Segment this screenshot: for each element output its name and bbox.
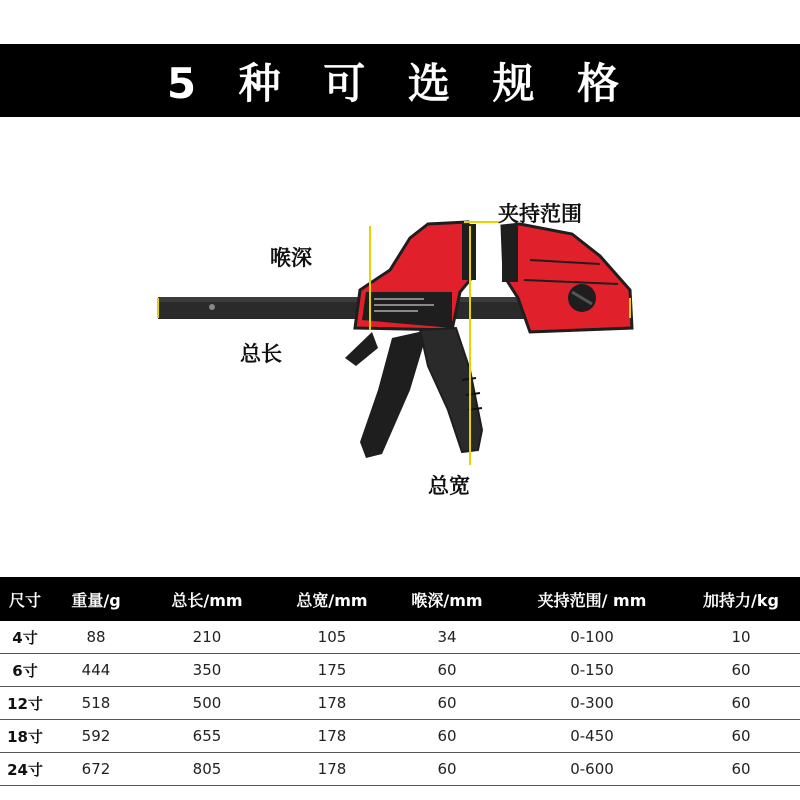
page-title-banner: [0, 44, 800, 117]
cell-throat-depth: 34: [392, 621, 502, 654]
cell-total-width: 178: [272, 687, 392, 720]
clamp-illustration: [0, 180, 800, 510]
header-size: 尺寸: [0, 577, 50, 621]
cell-clamp-force: 60: [682, 654, 800, 687]
header-throat-depth: 喉深/mm: [392, 577, 502, 621]
table-row: [0, 654, 800, 687]
cell-weight: 518: [50, 687, 142, 720]
cell-size: 24寸: [0, 753, 50, 786]
label-total-length: 总长: [240, 342, 282, 366]
header-clamp-force: 加持力/kg: [682, 577, 800, 621]
trigger-handle: [420, 328, 482, 452]
cell-total-width: 105: [272, 621, 392, 654]
cell-weight: 88: [50, 621, 142, 654]
cell-jaw-range: 0-150: [502, 654, 682, 687]
cell-clamp-force: 60: [682, 753, 800, 786]
cell-size: 4寸: [0, 621, 50, 654]
header-total-length: 总长/mm: [142, 577, 272, 621]
cell-total-length: 655: [142, 720, 272, 753]
cell-total-length: 500: [142, 687, 272, 720]
cell-jaw-range: 0-600: [502, 753, 682, 786]
cell-total-length: 805: [142, 753, 272, 786]
clamp-diagram: [0, 180, 800, 510]
table-row: [0, 621, 800, 654]
cell-jaw-range: 0-100: [502, 621, 682, 654]
release-lever: [345, 332, 378, 366]
table-row: [0, 687, 800, 720]
cell-clamp-force: 10: [682, 621, 800, 654]
cell-jaw-range: 0-300: [502, 687, 682, 720]
table-row: [0, 720, 800, 753]
cell-clamp-force: 60: [682, 720, 800, 753]
cell-total-length: 350: [142, 654, 272, 687]
label-jaw-range: 夹持范围: [498, 202, 582, 226]
cell-size: 18寸: [0, 720, 50, 753]
cell-throat-depth: 60: [392, 720, 502, 753]
cell-size: 6寸: [0, 654, 50, 687]
spec-header-row: [0, 577, 800, 621]
header-total-width: 总宽/mm: [272, 577, 392, 621]
header-weight: 重量/g: [50, 577, 142, 621]
label-total-width: 总宽: [428, 474, 470, 498]
cell-clamp-force: 60: [682, 687, 800, 720]
cell-total-width: 178: [272, 720, 392, 753]
cell-weight: 672: [50, 753, 142, 786]
cell-total-width: 178: [272, 753, 392, 786]
jaw-pad-right: [502, 226, 518, 282]
page-title: 5 种 可 选 规 格: [166, 58, 634, 108]
cell-total-length: 210: [142, 621, 272, 654]
cell-throat-depth: 60: [392, 687, 502, 720]
cell-weight: 592: [50, 720, 142, 753]
table-row: [0, 753, 800, 786]
header-jaw-range: 夹持范围/ mm: [502, 577, 682, 621]
cell-weight: 444: [50, 654, 142, 687]
label-throat-depth: 喉深: [270, 246, 312, 270]
cell-jaw-range: 0-450: [502, 720, 682, 753]
cell-throat-depth: 60: [392, 654, 502, 687]
cell-total-width: 175: [272, 654, 392, 687]
spec-table: [0, 577, 800, 786]
cell-size: 12寸: [0, 687, 50, 720]
cell-throat-depth: 60: [392, 753, 502, 786]
